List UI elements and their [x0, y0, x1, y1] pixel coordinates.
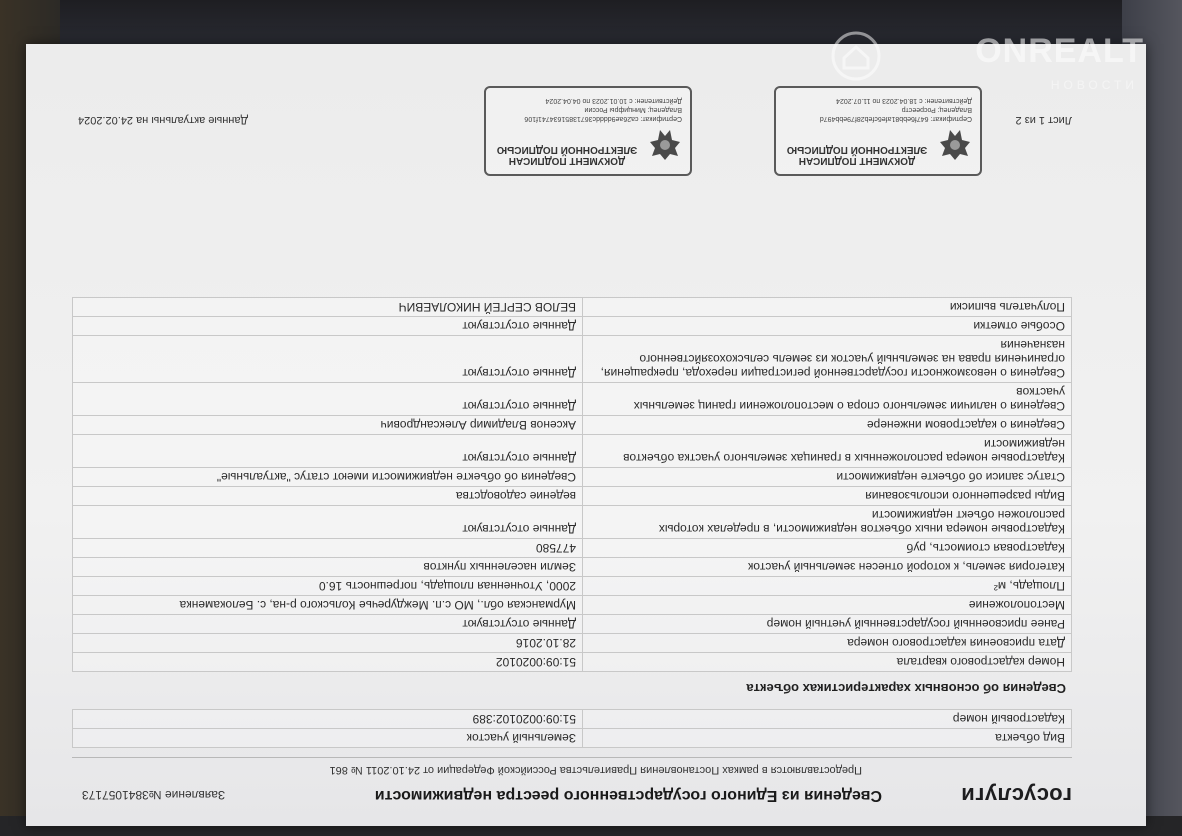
characteristics-table	[72, 297, 1072, 672]
stamp-title: ДОКУМЕНТ ПОДПИСАН ЭЛЕКТРОННОЙ ПОДПИСЬЮ	[786, 144, 928, 166]
signature-stamp-rosreestr	[774, 86, 982, 176]
stamp-certificate: Сертификат: 647f6ebb81afe6cfeb28f79ebb497d	[819, 115, 972, 122]
field-label: Вид объекта	[583, 729, 1072, 748]
document-header	[72, 782, 1072, 818]
field-value: Мурманская обл., МО с.п. Междуречье Кольского р-на, с. Белокаменка	[73, 596, 583, 615]
field-value: Данные отсутствуют	[73, 336, 583, 383]
table-row	[73, 558, 1072, 577]
table-row	[73, 710, 1072, 729]
watermark-brand: ONREALT	[975, 32, 1144, 70]
coat-of-arms-icon	[938, 124, 972, 164]
table-row	[73, 653, 1072, 672]
field-value: БЕЛОВ СЕРГЕЙ НИКОЛАЕВИЧ	[73, 298, 583, 317]
field-label: Местоположение	[583, 596, 1072, 615]
field-value: Данные отсутствуют	[73, 615, 583, 634]
field-label: Сведения о невозможности государственной регистрации перехода, прекращения, ограничения права на земельный участок из земель сельскохозяйственного назначения	[583, 336, 1072, 383]
data-actual-date: Данные актуальны на 24.02.2024	[78, 114, 248, 126]
stamp-validity: Действителен: с 18.04.2023 по 11.07.2024	[836, 97, 972, 104]
field-label: Ранее присвоенный государственный учетный номер	[583, 615, 1072, 634]
field-label: Статус записи об объекте недвижимости	[583, 468, 1072, 487]
field-label: Кадастровые номера расположенных в границах земельного участка объектов недвижимости	[583, 435, 1072, 468]
field-value: Данные отсутствуют	[73, 317, 583, 336]
field-value: 51:09:0020102	[73, 653, 583, 672]
table-row	[73, 596, 1072, 615]
field-label: Площадь, м²	[583, 577, 1072, 596]
document-sheet	[26, 44, 1146, 826]
header-divider	[72, 757, 1072, 758]
field-label: Сведения о наличии земельного спора о местоположении границ земельных участков	[583, 383, 1072, 416]
watermark-tagline: НОВОСТИ	[1050, 78, 1138, 92]
table-row	[73, 383, 1072, 416]
field-label: Особые отметки	[583, 317, 1072, 336]
document-title: Сведения из Единого государственного реестра недвижимости	[374, 787, 882, 804]
table-row	[73, 317, 1072, 336]
field-value: Данные отсутствуют	[73, 506, 583, 539]
stamp-owner: Владелец: Минцифры России	[584, 106, 682, 113]
field-value: Земельный участок	[73, 729, 583, 748]
field-label: Виды разрешенного использования	[583, 487, 1072, 506]
field-value: Сведения об объекте недвижимости имеют статус "актуальные"	[73, 468, 583, 487]
signature-stamp-mintsifry	[484, 86, 692, 176]
field-value: ведение садоводства	[73, 487, 583, 506]
field-value: 28.10.2016	[73, 634, 583, 653]
table-row	[73, 487, 1072, 506]
table-row	[73, 634, 1072, 653]
field-value: Данные отсутствуют	[73, 435, 583, 468]
field-label: Дата присвоения кадастрового номера	[583, 634, 1072, 653]
application-number: Заявление №3841057173	[82, 788, 226, 802]
field-value: 51:09:0020102:389	[73, 710, 583, 729]
gosuslugi-logo: госуслуги	[960, 783, 1072, 808]
field-value: Данные отсутствуют	[73, 383, 583, 416]
field-label: Сведения о кадастровом инженере	[583, 416, 1072, 435]
field-label: Кадастровый номер	[583, 710, 1072, 729]
section-title: Сведения об основных характеристиках объекта	[746, 681, 1066, 696]
field-value: 477580	[73, 539, 583, 558]
table-row	[73, 416, 1072, 435]
field-label: Номер кадастрового квартала	[583, 653, 1072, 672]
coat-of-arms-icon	[648, 124, 682, 164]
table-row	[73, 468, 1072, 487]
table-row	[73, 435, 1072, 468]
stamp-certificate: Сертификат: ca26ae9ddddc36713851634741f106	[524, 115, 682, 122]
field-label: Кадастровые номера иных объектов недвижимости, в пределах которых расположен объект недвижимости	[583, 506, 1072, 539]
sheet-content	[72, 44, 1072, 826]
field-label: Получатель выписки	[583, 298, 1072, 317]
table-row	[73, 577, 1072, 596]
field-value: 2000, Уточненная площадь, погрешность 16.0	[73, 577, 583, 596]
field-value: Аксенов Владимир Александрович	[73, 416, 583, 435]
field-label: Кадастровая стоимость, руб	[583, 539, 1072, 558]
document-subtitle: Предоставляются в рамках Постановления Правительства Российской Федерации от 24.10.2011 № 861	[329, 764, 862, 776]
table-row	[73, 539, 1072, 558]
onrealt-house-icon	[830, 30, 882, 82]
table-row	[73, 298, 1072, 317]
stamp-owner: Владелец: Росреестр	[901, 106, 972, 113]
page-number: Лист 1 из 2	[1015, 114, 1072, 126]
field-value: Земли населенных пунктов	[73, 558, 583, 577]
table-row	[73, 729, 1072, 748]
table-row	[73, 615, 1072, 634]
field-label: Категория земель, к которой отнесен земельный участок	[583, 558, 1072, 577]
stamp-validity: Действителен: с 10.01.2023 по 04.04.2024	[545, 97, 682, 104]
object-table	[72, 709, 1072, 748]
stamp-title: ДОКУМЕНТ ПОДПИСАН ЭЛЕКТРОННОЙ ПОДПИСЬЮ	[496, 144, 638, 166]
table-row	[73, 506, 1072, 539]
table-row	[73, 336, 1072, 383]
